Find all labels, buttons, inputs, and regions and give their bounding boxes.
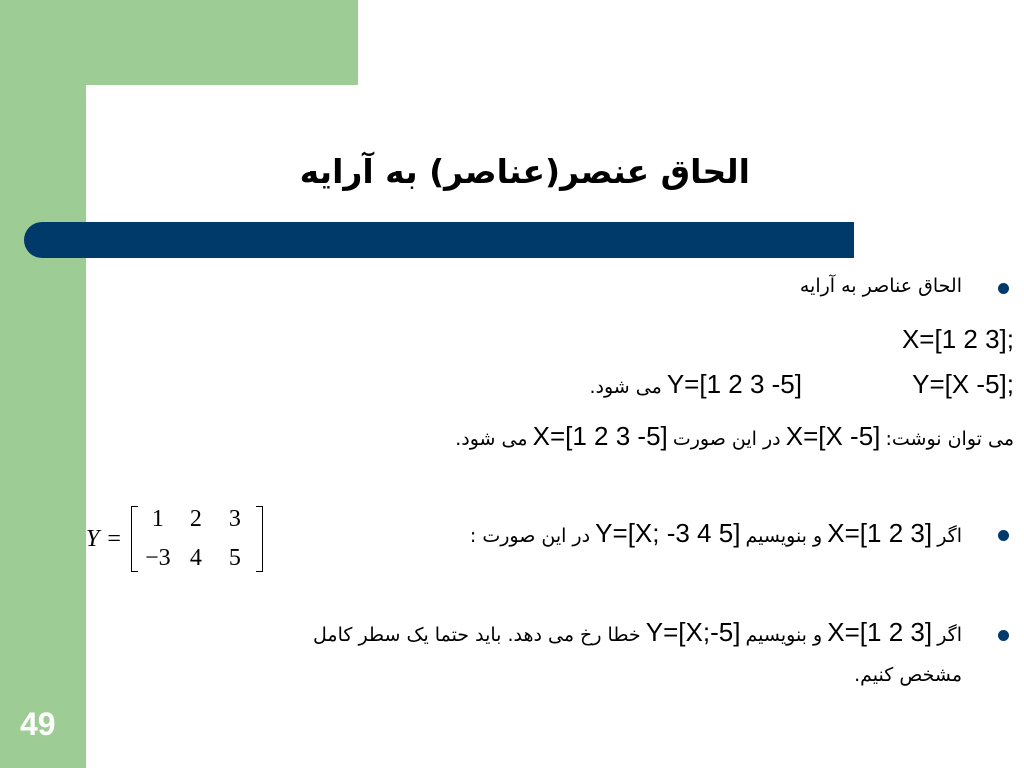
matrix-cell: 3 — [228, 506, 241, 532]
bullet-2-dot — [998, 530, 1009, 541]
y-def-text: Y=[X -5]; — [912, 369, 1014, 399]
bullet-3-code2: Y=[X;-5] — [645, 617, 741, 647]
y-result-suffix: می شود. — [589, 376, 662, 398]
line-3-prefix: می توان نوشت: — [885, 428, 1014, 450]
matrix-equation — [86, 497, 263, 581]
code-y-result — [589, 369, 802, 400]
matrix-var: Y — [86, 525, 100, 552]
title-rule — [24, 222, 854, 258]
bullet-2-suffix: در این صورت : — [469, 525, 591, 547]
matrix-cell: 2 — [189, 506, 202, 532]
code-y-def — [912, 369, 1014, 400]
bullet-2-code1: X=[1 2 3] — [827, 518, 933, 548]
bullet-2-middle: و بنویسیم — [745, 525, 823, 547]
bullet-2-prefix: اگر — [937, 525, 962, 547]
side-band — [0, 0, 86, 768]
code-x-def — [902, 324, 1014, 355]
bullet-1-text — [800, 275, 962, 297]
line-3-code2: X=[1 2 3 -5] — [532, 421, 668, 451]
x-def-text: X=[1 2 3]; — [901, 324, 1014, 354]
matrix — [131, 506, 263, 572]
matrix-cell: 5 — [228, 545, 241, 571]
bullet-3-middle: و بنویسیم — [745, 624, 823, 646]
page-number: 49 — [20, 706, 56, 742]
bullet-3-suffix: خطا رخ می دهد. باید حتما یک سطر کامل — [313, 624, 641, 646]
bullet-3-line2-text: مشخص کنیم. — [854, 664, 962, 686]
bullet-1-label: الحاق عناصر به آرایه — [799, 275, 962, 297]
bullet-3-text — [313, 617, 962, 648]
line-3-middle: در این صورت — [672, 428, 781, 450]
matrix-cell: 4 — [189, 545, 202, 571]
bullet-1-dot — [998, 283, 1009, 294]
line-3-code1: X=[X -5] — [785, 421, 881, 451]
top-band — [0, 0, 358, 85]
slide-title: الحاق عنصر(عناصر) به آرایه — [299, 152, 750, 191]
bullet-3-prefix: اگر — [937, 624, 962, 646]
line-3-suffix: می شود. — [455, 428, 528, 450]
matrix-cell: 1 — [151, 506, 164, 532]
bullet-2-text — [470, 518, 962, 549]
matrix-cell: −3 — [145, 545, 171, 571]
y-result-code: Y=[1 2 3 -5] — [666, 369, 802, 399]
bullet-2-code2: Y=[X; -3 4 5] — [595, 518, 741, 548]
bullet-3-dot — [998, 630, 1009, 641]
line-3 — [455, 421, 1014, 452]
matrix-equals: = — [107, 525, 121, 552]
bullet-3-line2 — [854, 664, 962, 686]
bullet-3-code1: X=[1 2 3] — [827, 617, 933, 647]
